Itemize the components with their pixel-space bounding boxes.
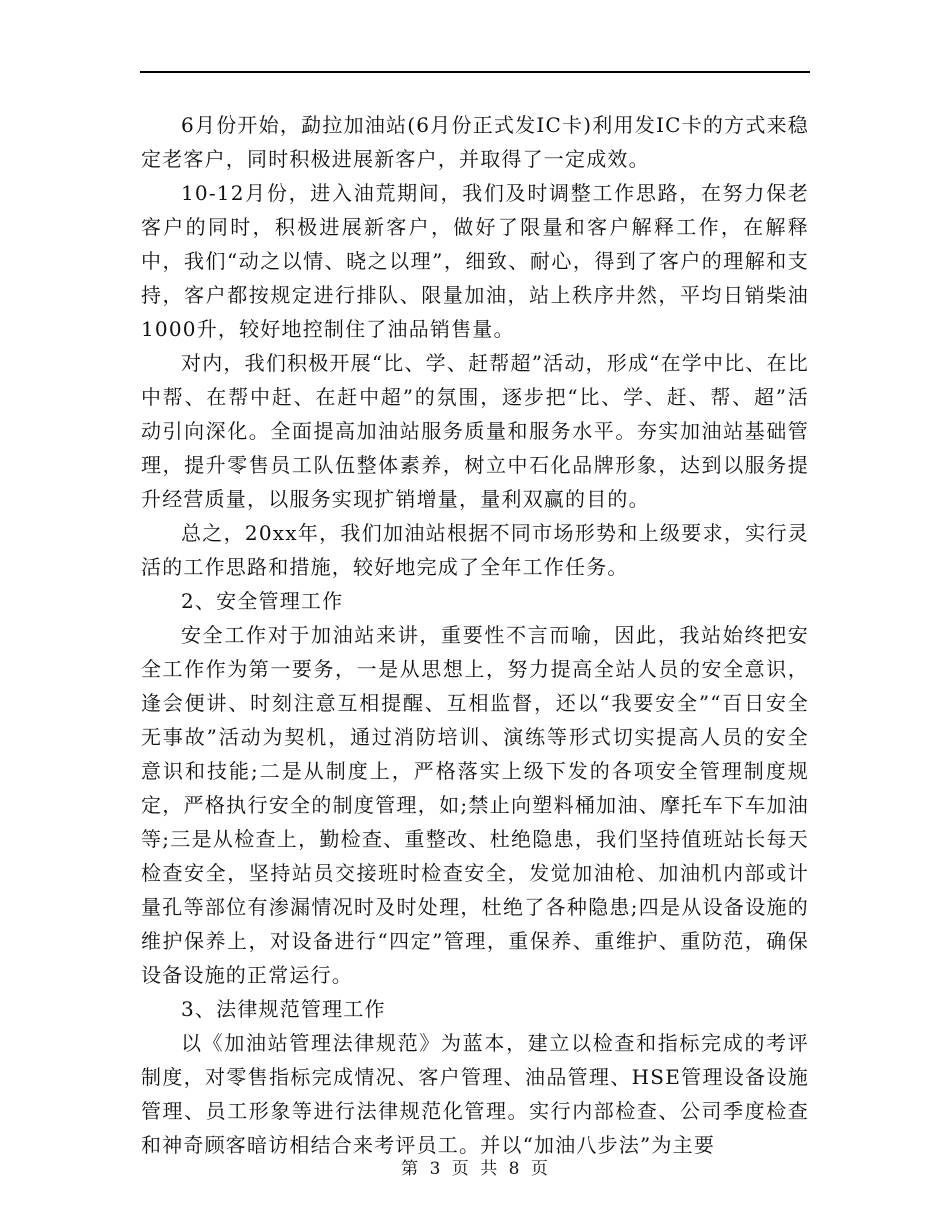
paragraph-ic-card: 6月份开始，勐拉加油站(6月份正式发IC卡)利用发IC卡的方式来稳定老客户，同时积极进展新客户，并取得了一定成效。 <box>141 113 809 171</box>
paragraph-oil-shortage: 10-12月份，进入油荒期间，我们及时调整工作思路，在努力保老客户的同时，积极进展新客户，做好了限量和客户解释工作，在解释中，我们“动之以情、晓之以理”，细致、耐心，得到了客户的理解和支持，客户都按规定进行排队、限量加油，站上秩序井然，平均日销柴油1000升，较好地控制住了油品销售量。 <box>141 181 809 341</box>
header-rule <box>140 71 810 73</box>
paragraph-legal: 以《加油站管理法律规范》为蓝本，建立以检查和指标完成的考评制度，对零售指标完成情况、客户管理、油品管理、HSE管理设备设施管理、员工形象等进行法律规范化管理。实行内部检查、公司季度检查和神奇顾客暗访相结合来考评员工。并以“加油八步法”为主要 <box>141 1031 809 1157</box>
paragraph-summary: 总之，20xx年，我们加油站根据不同市场形势和上级要求，实行灵活的工作思路和措施，较好地完成了全年工作任务。 <box>141 521 809 579</box>
body-text <box>141 108 809 1162</box>
section-heading-safety: 2、安全管理工作 <box>181 589 344 613</box>
section-heading-legal: 3、法律规范管理工作 <box>181 997 386 1021</box>
paragraph-safety: 安全工作对于加油站来讲，重要性不言而喻，因此，我站始终把安全工作作为第一要务，一是从思想上，努力提高全站人员的安全意识，逢会便讲、时刻注意互相提醒、互相监督，还以“我要安全”“百日安全无事故”活动为契机，通过消防培训、演练等形式切实提高人员的安全意识和技能;二是从制度上，严格落实上级下发的各项安全管理制度规定，严格执行安全的制度管理，如;禁止向塑料桶加油、摩托车下车加油等;三是从检查上，勤检查、重整改、杜绝隐患，我们坚持值班站长每天检查安全，坚持站员交接班时检查安全，发觉加油枪、加油机内部或计量孔等部位有渗漏情况时及时处理，杜绝了各种隐患;四是从设备设施的维护保养上，对设备进行“四定”管理，重保养、重维护、重防范，确保设备设施的正常运行。 <box>141 623 809 987</box>
paragraph-internal-activities: 对内，我们积极开展“比、学、赶帮超”活动，形成“在学中比、在比中帮、在帮中赶、在赶中超”的氛围，逐步把“比、学、赶、帮、超”活动引向深化。全面提高加油站服务质量和服务水平。夯实加油站基础管理，提升零售员工队伍整体素养，树立中石化品牌形象，达到以服务提升经营质量，以服务实现扩销增量，量利双赢的目的。 <box>141 351 809 511</box>
page-number: 第 3 页 共 8 页 <box>401 1159 549 1179</box>
